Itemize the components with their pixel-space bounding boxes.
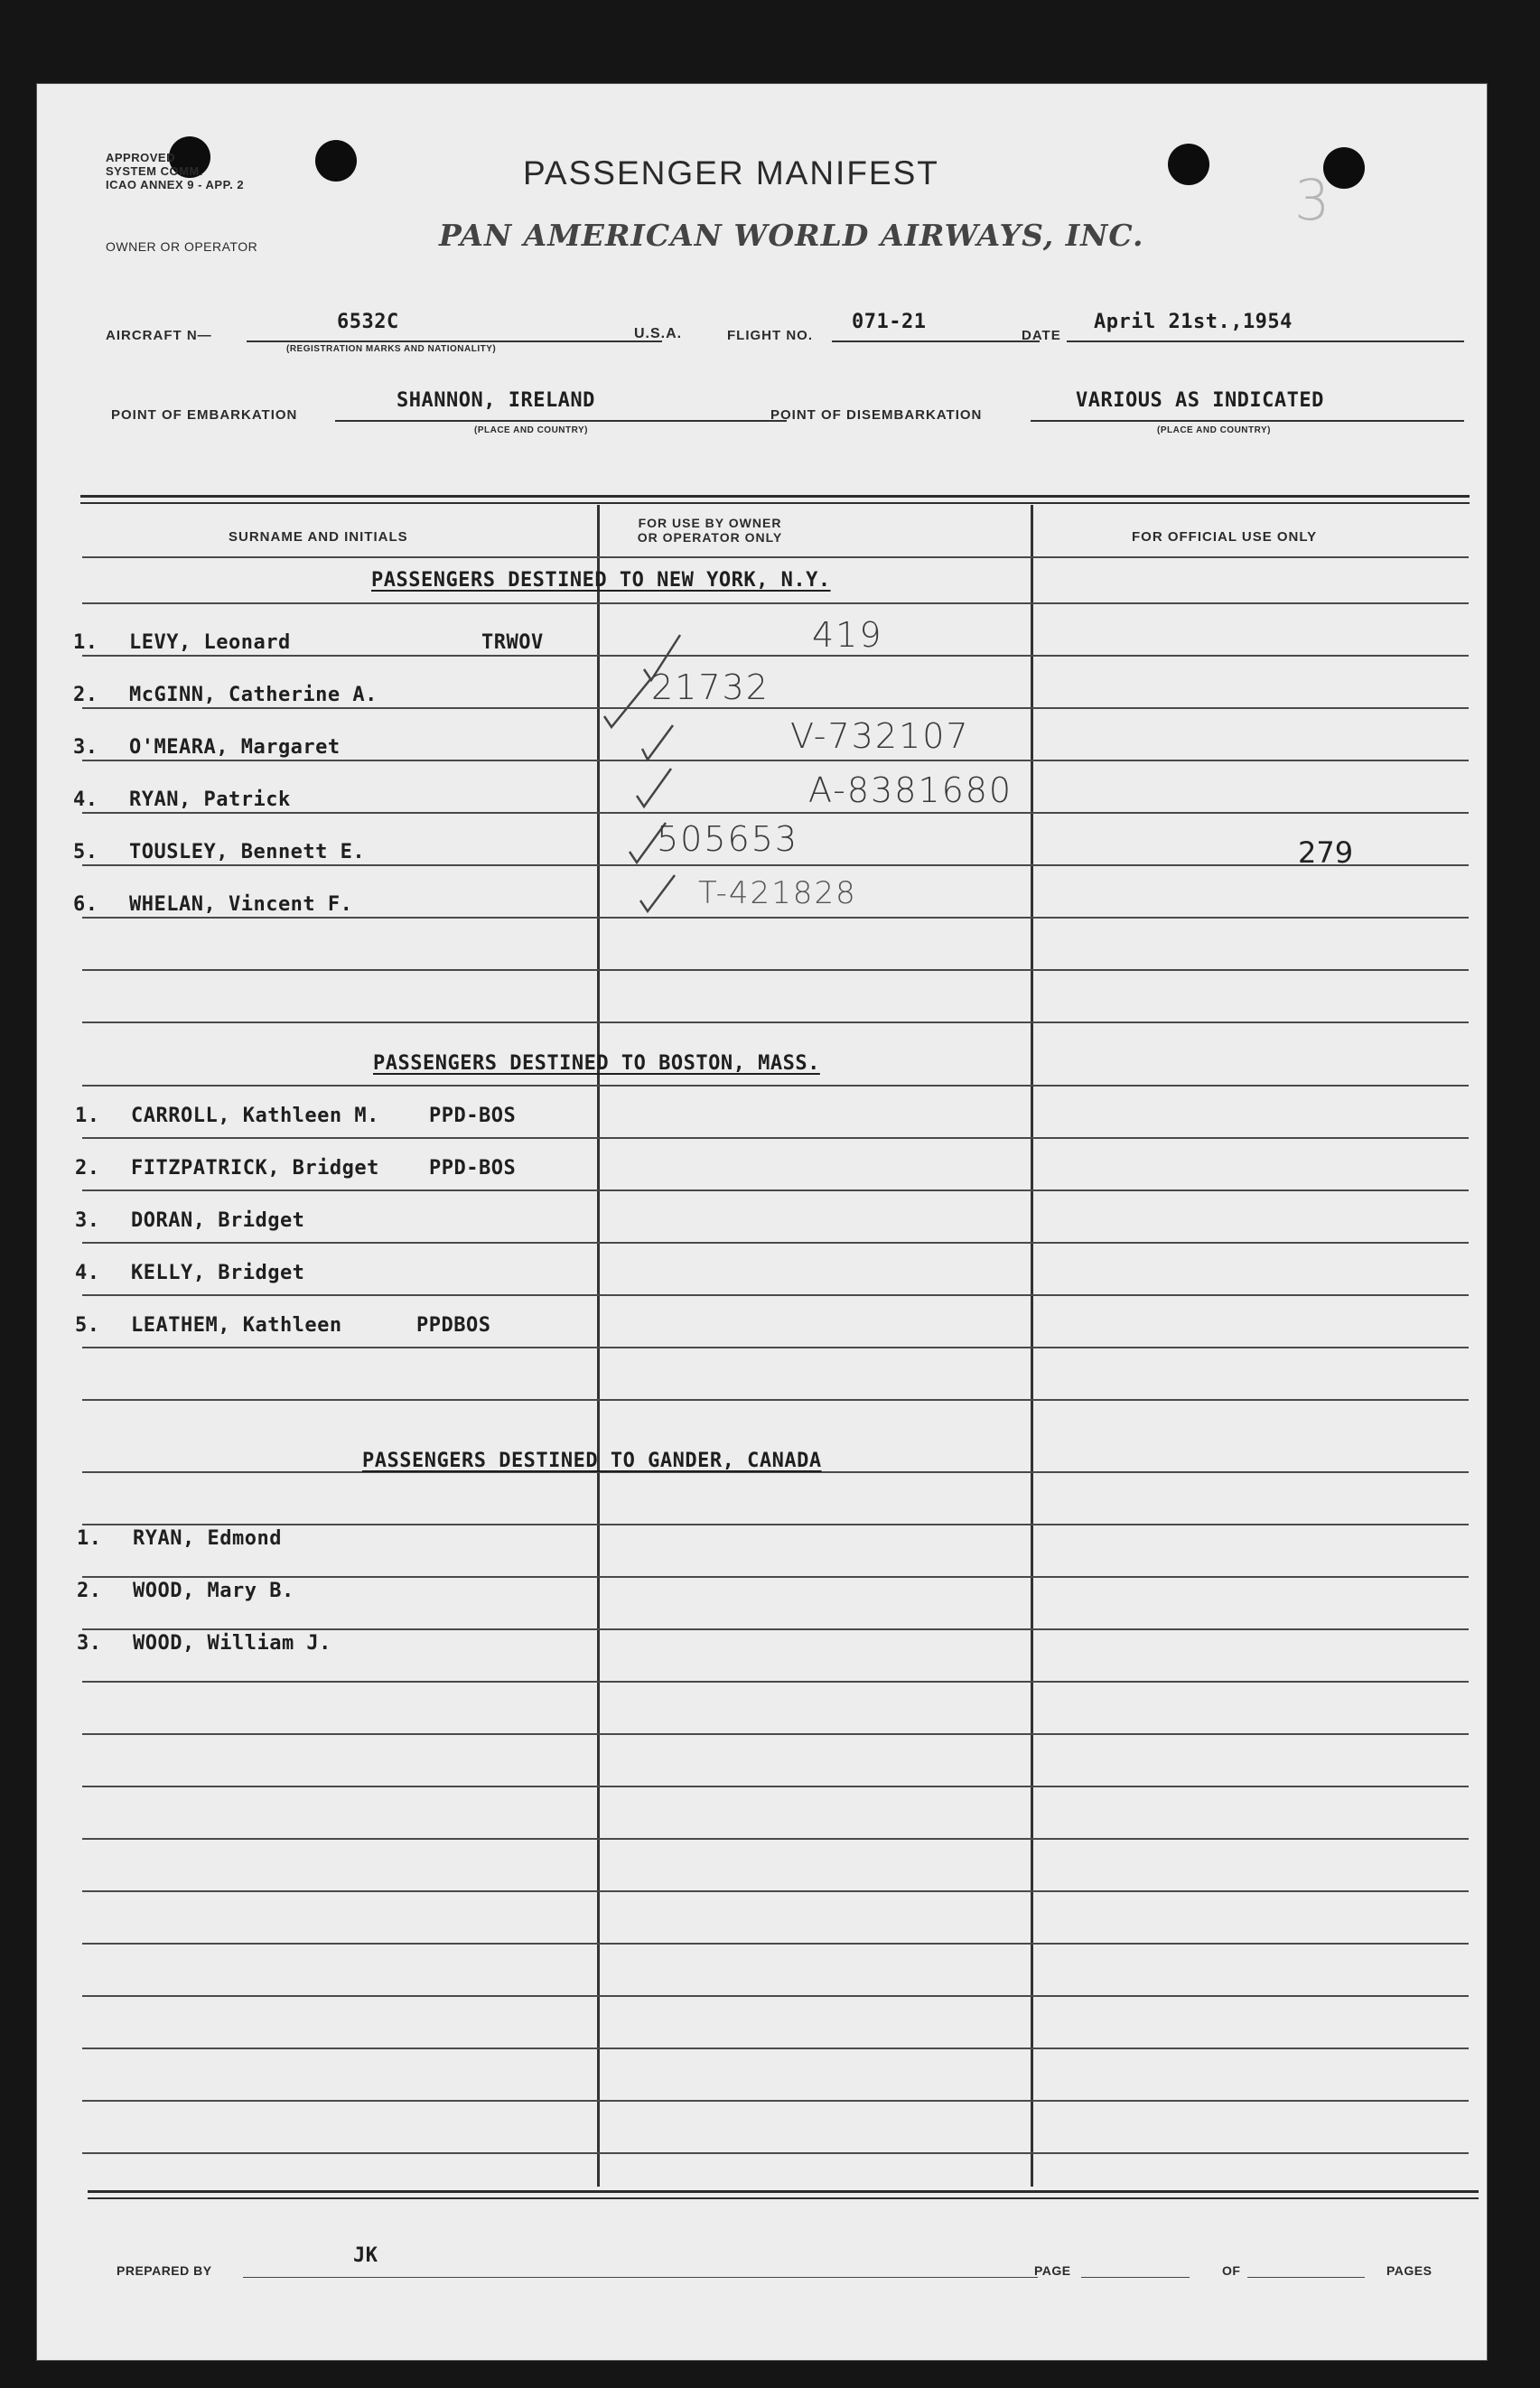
passenger-num: 3. bbox=[77, 1632, 102, 1655]
ruled-line bbox=[82, 2048, 1469, 2049]
passenger-num: 3. bbox=[73, 736, 98, 759]
passenger-name: WHELAN, Vincent F. bbox=[129, 893, 353, 916]
punch-hole bbox=[1168, 144, 1209, 185]
passenger-name: O'MEARA, Margaret bbox=[129, 736, 341, 759]
checkmark-icon bbox=[640, 875, 675, 911]
passenger-handwritten-number: V-732107 bbox=[790, 716, 970, 756]
passenger-name: WOOD, William J. bbox=[133, 1632, 331, 1655]
col-official: FOR OFFICIAL USE ONLY bbox=[1132, 529, 1318, 545]
ruled-line bbox=[82, 1995, 1469, 1997]
ruled-line bbox=[82, 1681, 1469, 1683]
passenger-name: RYAN, Edmond bbox=[133, 1527, 282, 1550]
pages-label: PAGES bbox=[1386, 2263, 1433, 2278]
passenger-handwritten-number: A-8381680 bbox=[808, 770, 1013, 810]
passenger-num: 2. bbox=[75, 1157, 100, 1180]
prepared-value: JK bbox=[353, 2244, 378, 2267]
manifest-page bbox=[36, 83, 1488, 2361]
group-heading-boston: PASSENGERS DESTINED TO BOSTON, MASS. bbox=[373, 1052, 820, 1075]
passenger-name: RYAN, Patrick bbox=[129, 788, 291, 811]
passenger-name: LEVY, Leonard bbox=[129, 631, 291, 654]
embark-sub: (PLACE AND COUNTRY) bbox=[474, 425, 588, 435]
country-label: U.S.A. bbox=[634, 326, 683, 341]
passenger-num: 5. bbox=[75, 1314, 100, 1337]
passenger-name: KELLY, Bridget bbox=[131, 1262, 305, 1284]
ruled-line bbox=[82, 1189, 1469, 1191]
passenger-name: LEATHEM, Kathleen bbox=[131, 1314, 342, 1337]
ruled-line bbox=[82, 1890, 1469, 1892]
embark-value: SHANNON, IRELAND bbox=[397, 389, 595, 412]
passenger-name: CARROLL, Kathleen M. bbox=[131, 1105, 379, 1127]
official-number: 279 bbox=[1298, 835, 1354, 870]
aircraft-sub: (REGISTRATION MARKS AND NATIONALITY) bbox=[286, 344, 497, 354]
ruled-line bbox=[82, 2100, 1469, 2102]
ruled-line bbox=[82, 969, 1469, 971]
passenger-num: 3. bbox=[75, 1209, 100, 1232]
disembark-value: VARIOUS AS INDICATED bbox=[1076, 389, 1324, 412]
prepared-label: PREPARED BY bbox=[117, 2263, 212, 2278]
passenger-name: DORAN, Bridget bbox=[131, 1209, 305, 1232]
passenger-name: FITZPATRICK, Bridget bbox=[131, 1157, 379, 1180]
group-heading-new-york: PASSENGERS DESTINED TO NEW YORK, N.Y. bbox=[371, 569, 831, 592]
passenger-num: 4. bbox=[73, 788, 98, 811]
passenger-note: PPDBOS bbox=[416, 1314, 491, 1337]
flight-label: FLIGHT NO. bbox=[727, 328, 813, 343]
ruled-line bbox=[82, 1733, 1469, 1735]
ruled-line bbox=[82, 1943, 1469, 1945]
passenger-note: TRWOV bbox=[481, 631, 544, 654]
ruled-line bbox=[82, 1021, 1469, 1023]
ruled-line bbox=[82, 1242, 1469, 1244]
ruled-line bbox=[82, 812, 1469, 814]
col-owner-line: FOR USE BY OWNER bbox=[638, 516, 782, 530]
flight-value: 071-21 bbox=[852, 311, 927, 333]
date-label: DATE bbox=[1022, 328, 1061, 343]
col-owner bbox=[602, 516, 818, 545]
approval-block bbox=[106, 151, 244, 191]
ruled-line bbox=[82, 655, 1469, 657]
ruled-line bbox=[82, 1399, 1469, 1401]
passenger-handwritten-number: 21732 bbox=[651, 667, 770, 707]
col-owner-line: OR OPERATOR ONLY bbox=[637, 530, 783, 545]
ruled-line bbox=[82, 1524, 1469, 1525]
passenger-num: 6. bbox=[73, 893, 98, 916]
approval-line: APPROVED bbox=[106, 151, 175, 164]
ruled-line bbox=[82, 602, 1469, 604]
page-mark: 3 bbox=[1294, 167, 1330, 233]
passenger-note: PPD-BOS bbox=[429, 1157, 517, 1180]
approval-line: SYSTEM COMM. bbox=[106, 164, 203, 178]
passenger-num: 4. bbox=[75, 1262, 100, 1284]
of-label: OF bbox=[1222, 2263, 1241, 2278]
ruled-line bbox=[82, 1838, 1469, 1840]
ruled-line bbox=[82, 1137, 1469, 1139]
passenger-num: 1. bbox=[73, 631, 98, 654]
checkmark-icon bbox=[637, 769, 671, 807]
ruled-line bbox=[82, 1294, 1469, 1296]
ruled-line bbox=[82, 1576, 1469, 1578]
ruled-line bbox=[82, 1628, 1469, 1630]
approval-line: ICAO ANNEX 9 - APP. 2 bbox=[106, 178, 245, 191]
passenger-name: TOUSLEY, Bennett E. bbox=[129, 841, 366, 863]
embark-label: POINT OF EMBARKATION bbox=[111, 407, 298, 423]
group-heading-gander: PASSENGERS DESTINED TO GANDER, CANADA bbox=[362, 1450, 822, 1472]
owner-label: OWNER OR OPERATOR bbox=[106, 239, 258, 254]
ruled-line bbox=[82, 2152, 1469, 2154]
disembark-label: POINT OF DISEMBARKATION bbox=[770, 407, 983, 423]
page-label: PAGE bbox=[1034, 2263, 1071, 2278]
checkmark-icon bbox=[642, 725, 673, 760]
ruled-line bbox=[82, 760, 1469, 761]
passenger-num: 2. bbox=[77, 1580, 102, 1602]
passenger-note: PPD-BOS bbox=[429, 1105, 517, 1127]
passenger-num: 1. bbox=[75, 1105, 100, 1127]
date-value: April 21st.,1954 bbox=[1094, 311, 1293, 333]
passenger-handwritten-number: T-421828 bbox=[698, 875, 857, 911]
col-surname: SURNAME AND INITIALS bbox=[229, 529, 408, 545]
ruled-line bbox=[82, 917, 1469, 919]
aircraft-value: 6532C bbox=[337, 311, 399, 333]
manifest-title: PASSENGER MANIFEST bbox=[523, 154, 939, 191]
ruled-line bbox=[82, 1085, 1469, 1087]
passenger-num: 5. bbox=[73, 841, 98, 863]
punch-hole bbox=[315, 140, 357, 182]
ruled-line bbox=[82, 1347, 1469, 1348]
passenger-name: WOOD, Mary B. bbox=[133, 1580, 294, 1602]
operator-name: PAN AMERICAN WORLD AIRWAYS, INC. bbox=[439, 218, 1144, 253]
ruled-line bbox=[82, 1786, 1469, 1787]
ruled-line bbox=[82, 556, 1469, 558]
passenger-handwritten-number: 419 bbox=[812, 615, 883, 655]
passenger-num: 1. bbox=[77, 1527, 102, 1550]
passenger-name: McGINN, Catherine A. bbox=[129, 684, 378, 706]
ruled-line bbox=[82, 864, 1469, 866]
disembark-sub: (PLACE AND COUNTRY) bbox=[1157, 425, 1271, 435]
checkmarks bbox=[561, 590, 696, 933]
passenger-handwritten-number: 505653 bbox=[657, 819, 799, 859]
ruled-line bbox=[82, 707, 1469, 709]
aircraft-label: AIRCRAFT N— bbox=[106, 328, 212, 343]
passenger-num: 2. bbox=[73, 684, 98, 706]
checkmark-icon bbox=[604, 678, 651, 727]
